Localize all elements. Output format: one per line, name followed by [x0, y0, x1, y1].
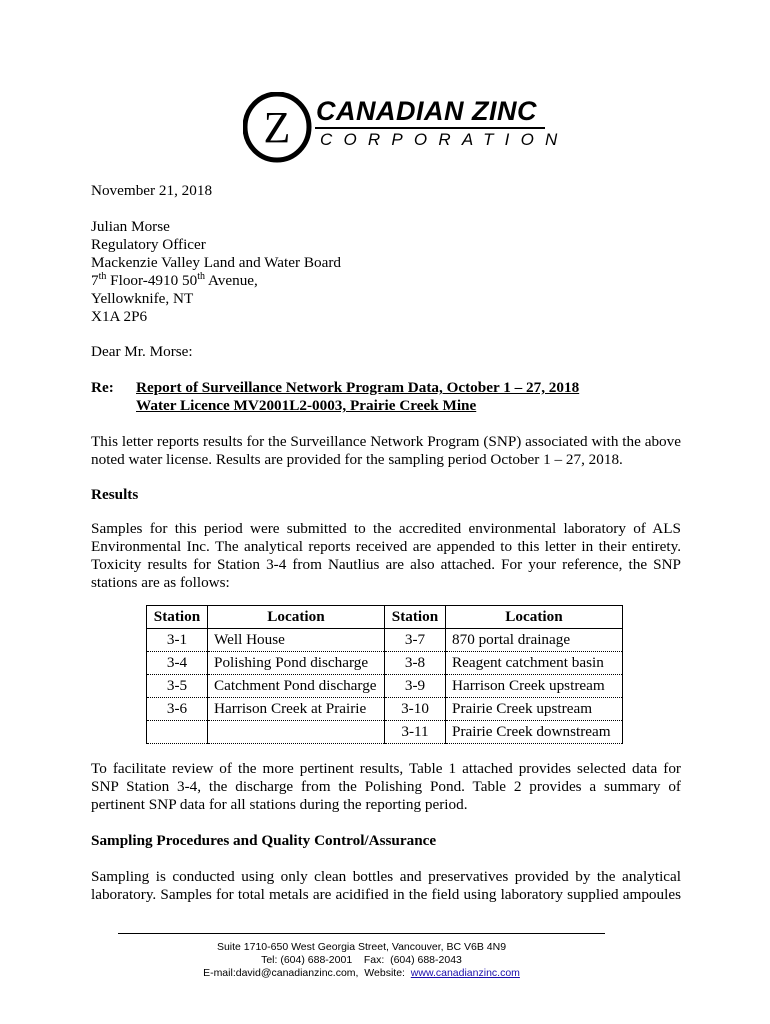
table-header-row — [147, 606, 623, 629]
svg-text:Z: Z — [263, 103, 291, 152]
recipient-postal: X1A 2P6 — [91, 308, 148, 325]
recipient-name: Julian Morse — [91, 218, 170, 235]
salutation: Dear Mr. Morse: — [91, 343, 193, 360]
footer-phone: Tel: (604) 688-2001 Fax: (604) 688-2043 — [261, 954, 462, 966]
results-heading: Results — [91, 486, 139, 503]
sampling-heading: Sampling Procedures and Quality Control/Assurance — [91, 832, 437, 849]
logo-wordmark-line1: CANADIAN ZINC — [316, 96, 537, 126]
z-circle-logo-icon — [243, 92, 315, 164]
paragraph-tables: To facilitate review of the more pertinent results, Table 1 attached provides selected data for SNP Station 3-4, the discharge from the Polishing Pond. Table 2 provides a summary of pertinent SNP data for all stations during the reporting period. — [91, 760, 681, 813]
recipient-address — [91, 218, 681, 326]
recipient-street: 7th Floor-4910 50th Avenue, — [91, 270, 258, 289]
letter-date: November 21, 2018 — [91, 182, 213, 199]
logo-wordmark-line2: CORPORATION — [320, 130, 569, 149]
recipient-title: Regulatory Officer — [91, 236, 206, 253]
paragraph-sampling: Sampling is conducted using only clean bottles and preservatives provided by the analytical laboratory. Samples for total metals are acidified in the field using laboratory supplied ampoules — [91, 868, 681, 903]
paragraph-intro: This letter reports results for the Surveillance Network Program (SNP) associated with the above noted water license. Results are provided for the sampling period October 1 – 27, 2018. — [91, 433, 681, 468]
re-subject: Report of Surveillance Network Program Data, October 1 – 27, 2018 Water Licence MV2001L2-0003, Prairie Creek Mine — [136, 379, 580, 414]
header-location-2: Location — [446, 606, 623, 629]
table-row: 3-6 Harrison Creek at Prairie 3-10 Prairie Creek upstream — [147, 698, 623, 721]
website-link[interactable]: www.canadianzinc.com — [410, 967, 520, 979]
letterhead-footer — [118, 941, 605, 980]
re-label: Re: — [91, 379, 114, 396]
footer-contact: E-mail:david@canadianzinc.com, Website: www.canadianzinc.com — [203, 967, 520, 979]
footer-address: Suite 1710-650 West Georgia Street, Vancouver, BC V6B 4N9 — [216, 941, 507, 953]
company-logo — [243, 92, 569, 164]
header-location-1: Location — [208, 606, 385, 629]
recipient-city: Yellowknife, NT — [91, 290, 194, 307]
table-row: 3-1 Well House 3-7 870 portal drainage — [147, 629, 623, 652]
table-row: 3-11 Prairie Creek downstream — [147, 721, 623, 744]
snp-stations-table — [146, 605, 623, 744]
recipient-organization: Mackenzie Valley Land and Water Board — [91, 254, 341, 271]
table-row: 3-4 Polishing Pond discharge 3-8 Reagent catchment basin — [147, 652, 623, 675]
header-station-1: Station — [147, 606, 208, 629]
paragraph-samples: Samples for this period were submitted to the accredited environmental laboratory of ALS Environmental Inc. The analytical reports received are appended to this letter in their entirety. Toxicity results for Station 3-4 from Nautlius are also attached. For your reference, the SNP stations are as follows: — [91, 520, 681, 591]
table-row: 3-5 Catchment Pond discharge 3-9 Harrison Creek upstream — [147, 675, 623, 698]
footer-divider — [118, 933, 605, 934]
header-station-2: Station — [385, 606, 446, 629]
